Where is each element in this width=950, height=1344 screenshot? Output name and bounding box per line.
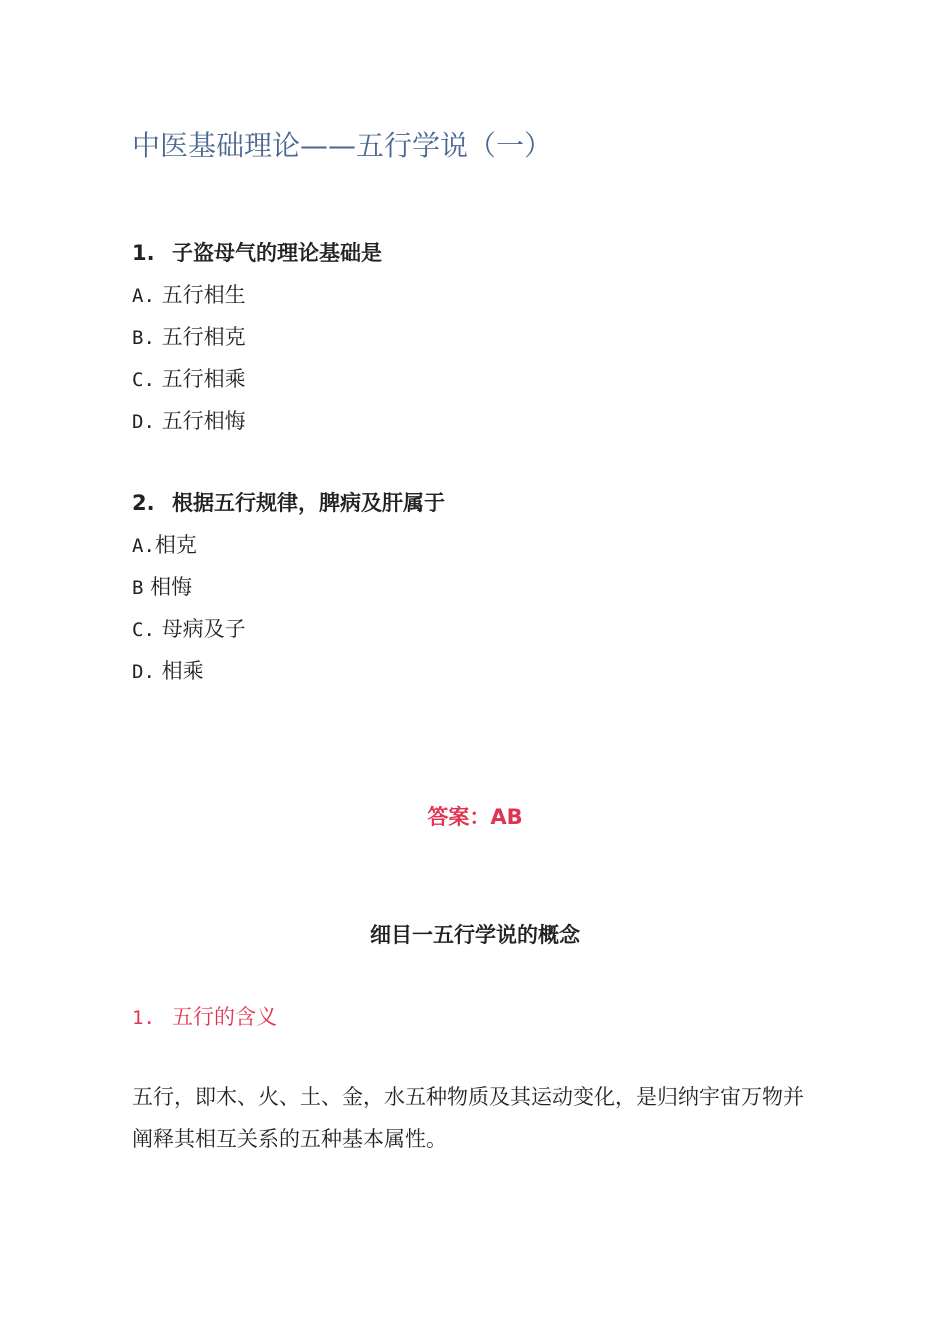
question-2 <box>132 488 445 518</box>
option-1b <box>132 322 246 353</box>
question-number: 2. <box>132 491 155 515</box>
section-heading: 细目一五行学说的概念 <box>370 923 580 947</box>
option-letter: A. <box>132 535 155 557</box>
body-paragraph: 五行，即木、火、土、金，水五种物质及其运动变化，是归纳宇宙万物并阐释其相互关系的五种基本属性。 <box>132 1085 804 1151</box>
option-letter: B. <box>132 327 155 349</box>
option-text: 五行相生 <box>161 283 246 307</box>
sub-heading-text: 五行的含义 <box>172 1005 277 1029</box>
option-letter: A. <box>132 285 155 307</box>
question-1 <box>132 238 382 268</box>
option-1a <box>132 280 246 311</box>
option-1c <box>132 364 246 395</box>
option-text: 相乘 <box>161 659 204 683</box>
answer-line: 答案：AB <box>427 805 523 829</box>
option-letter: B <box>132 577 144 599</box>
question-text: 子盗母气的理论基础是 <box>172 241 382 265</box>
option-2d <box>132 656 204 687</box>
option-2c <box>132 614 246 645</box>
option-2a <box>132 530 197 561</box>
question-text: 根据五行规律，脾病及肝属于 <box>172 491 445 515</box>
option-text: 五行相克 <box>161 325 246 349</box>
option-letter: C. <box>132 369 155 391</box>
option-text: 五行相乘 <box>161 367 246 391</box>
option-letter: C. <box>132 619 155 641</box>
option-1d <box>132 406 246 437</box>
question-number: 1. <box>132 241 155 265</box>
option-text: 相悔 <box>150 575 193 599</box>
option-2b <box>132 572 192 603</box>
option-text: 母病及子 <box>161 617 246 641</box>
option-text: 相克 <box>154 533 197 557</box>
option-letter: D. <box>132 661 155 683</box>
option-text: 五行相悔 <box>161 409 246 433</box>
sub-heading-number: 1. <box>132 1007 155 1029</box>
sub-heading <box>132 1002 277 1033</box>
option-letter: D. <box>132 411 155 433</box>
page-title: 中医基础理论——五行学说（一） <box>132 129 553 162</box>
